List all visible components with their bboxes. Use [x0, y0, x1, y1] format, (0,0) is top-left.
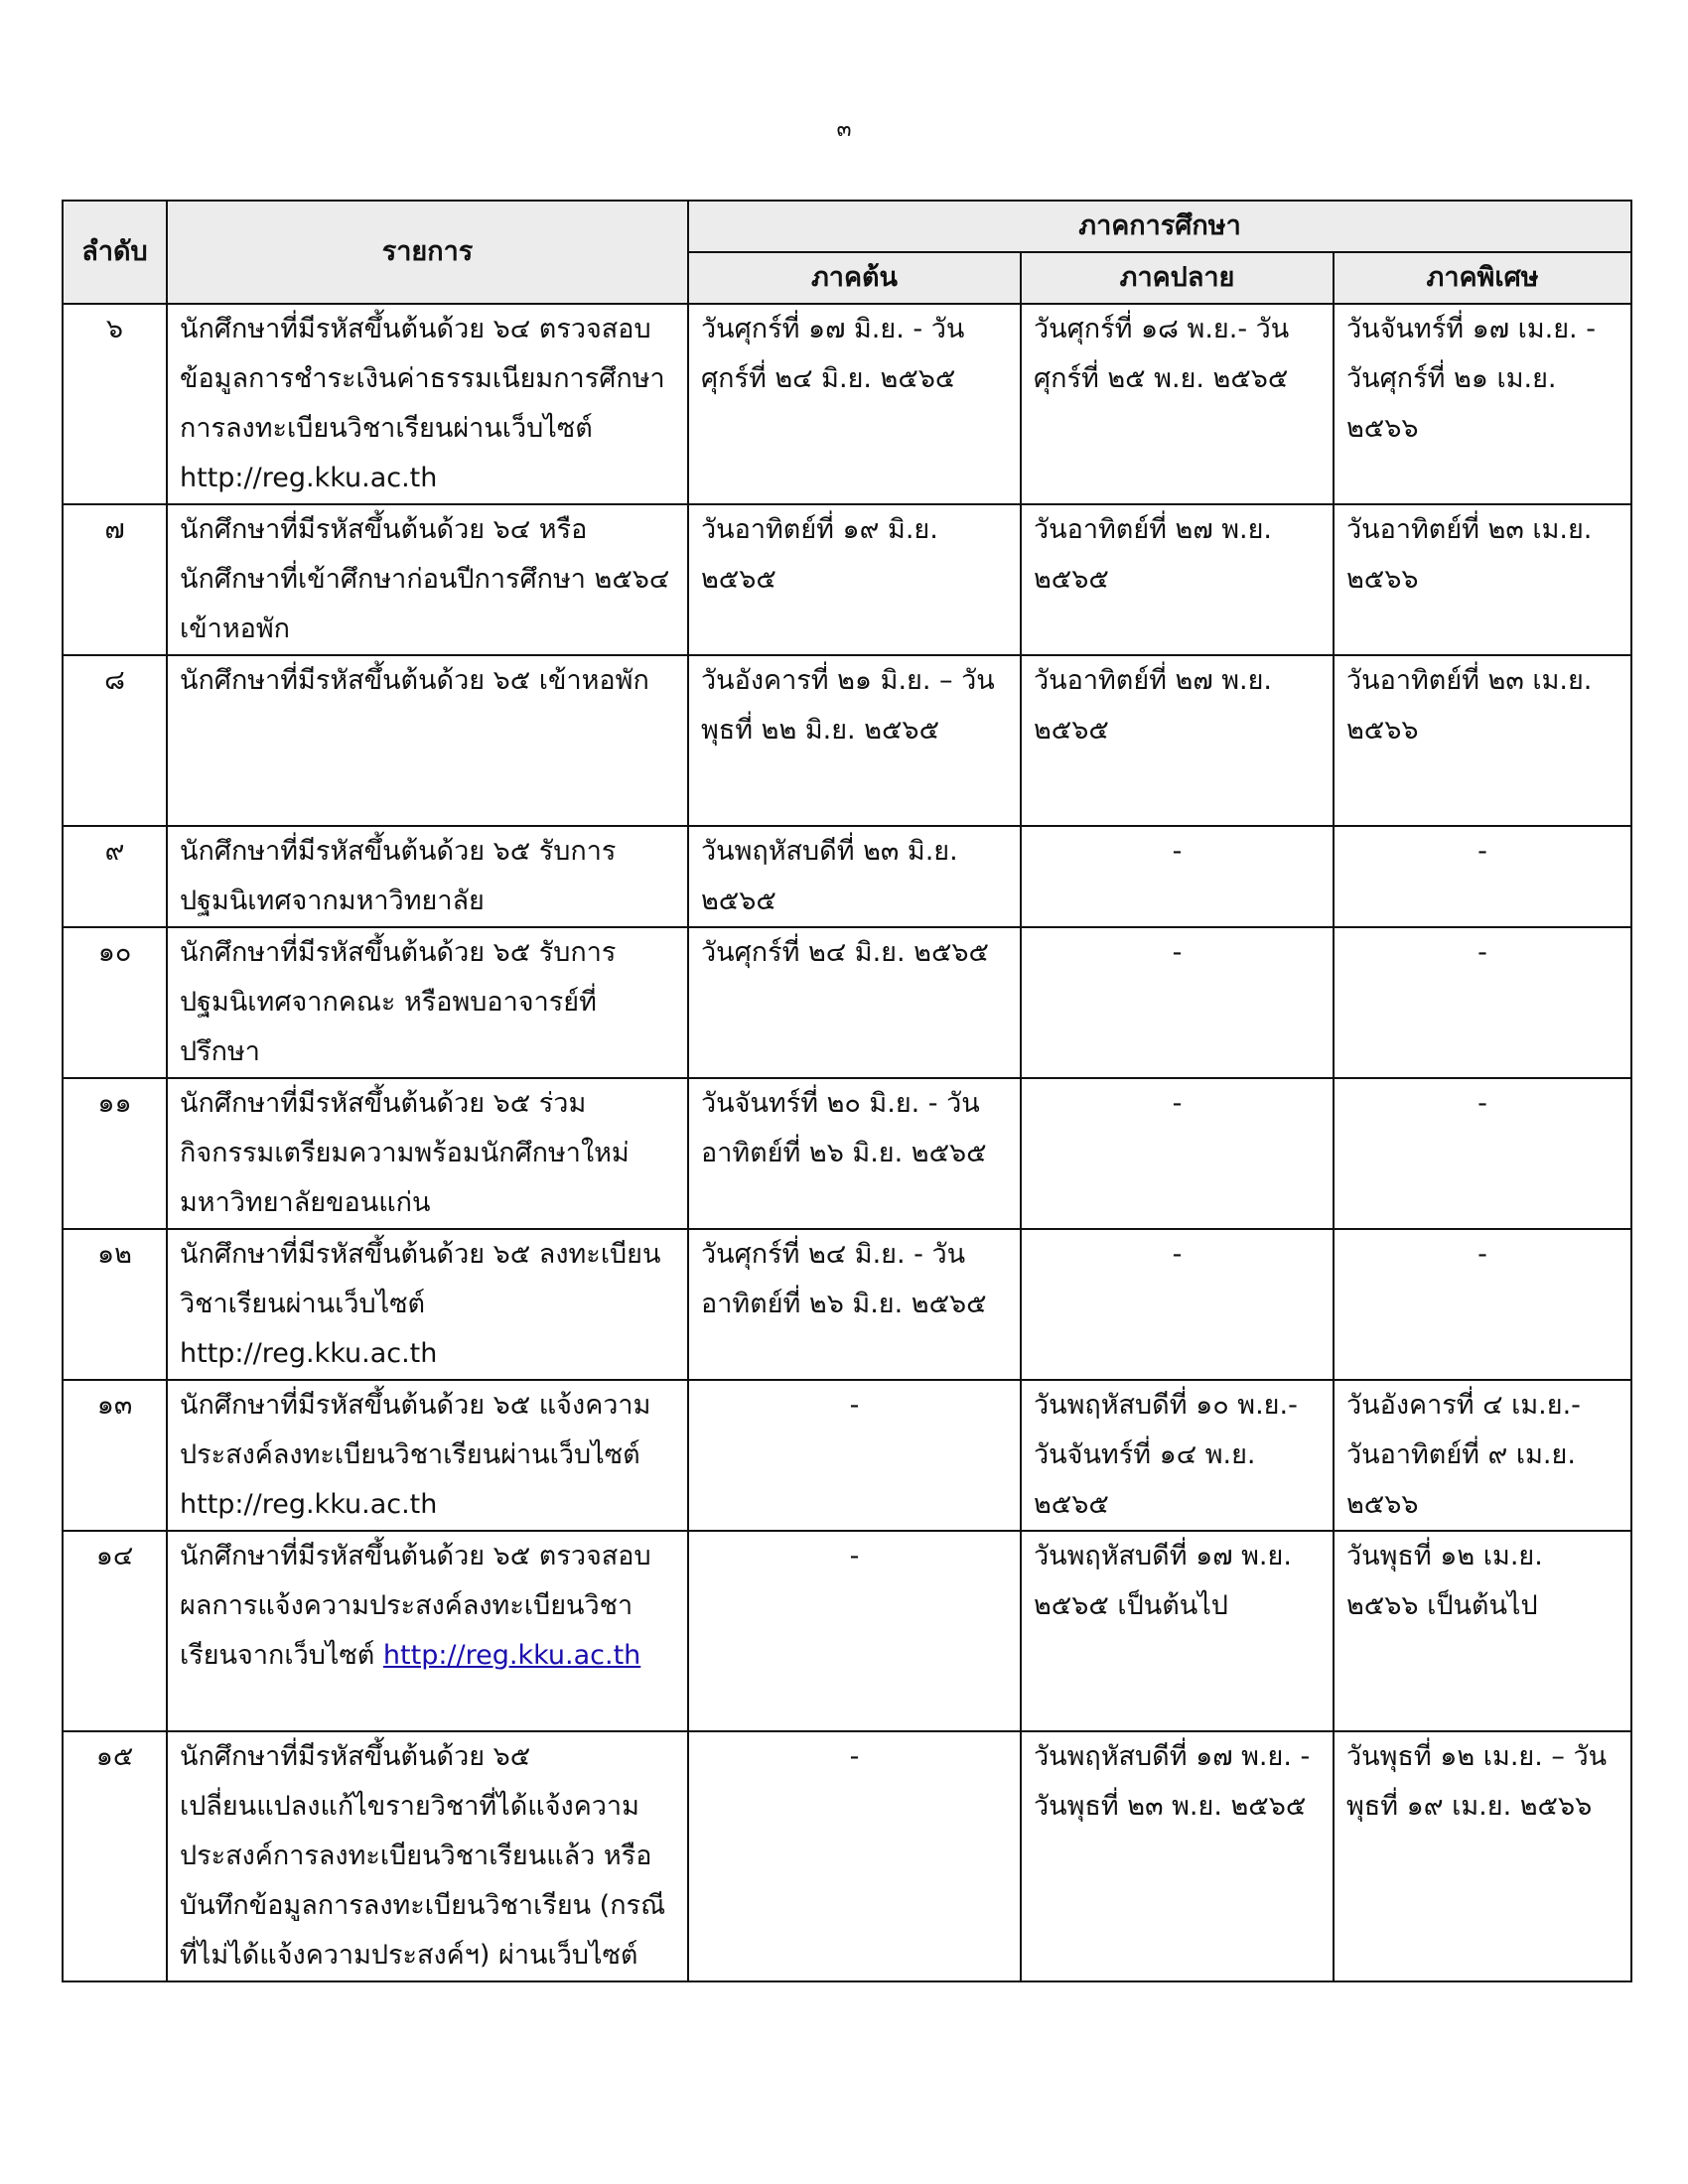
row-no: ๑๑ [63, 1078, 167, 1229]
row-second: วันอาทิตย์ที่ ๒๗ พ.ย. ๒๕๖๕ [1021, 504, 1334, 655]
header-summer-semester: ภาคพิเศษ [1334, 252, 1631, 304]
row-second: วันพฤหัสบดีที่ ๑๗ พ.ย. ๒๕๖๕ เป็นต้นไป [1021, 1531, 1334, 1731]
row-item: นักศึกษาที่มีรหัสขึ้นต้นด้วย ๖๕ เข้าหอพัก [167, 655, 688, 826]
row-summer: วันพุธที่ ๑๒ เม.ย. – วันพุธที่ ๑๙ เม.ย. ๒๕๖๖ [1334, 1731, 1631, 1981]
page-number: ๓ [836, 117, 852, 142]
row-no: ๑๐ [63, 927, 167, 1078]
row-first: วันอังคารที่ ๒๑ มิ.ย. – วันพุธที่ ๒๒ มิ.ย. ๒๕๖๕ [688, 655, 1021, 826]
table-row [63, 1380, 1631, 1531]
schedule-table [62, 200, 1632, 1982]
row-second: วันศุกร์ที่ ๑๘ พ.ย.- วันศุกร์ที่ ๒๕ พ.ย. ๒๕๖๕ [1021, 304, 1334, 504]
header-item: รายการ [167, 201, 688, 304]
row-first: วันพฤหัสบดีที่ ๒๓ มิ.ย. ๒๕๖๕ [688, 826, 1021, 927]
row-item: นักศึกษาที่มีรหัสขึ้นต้นด้วย ๖๕ รับการปฐมนิเทศจากคณะ หรือพบอาจารย์ที่ปรึกษา [167, 927, 688, 1078]
row-second: วันพฤหัสบดีที่ ๑๐ พ.ย.- วันจันทร์ที่ ๑๔ พ.ย. ๒๕๖๕ [1021, 1380, 1334, 1531]
header-first-semester: ภาคต้น [688, 252, 1021, 304]
row-second: - [1021, 1078, 1334, 1229]
row-summer: วันจันทร์ที่ ๑๗ เม.ย. - วันศุกร์ที่ ๒๑ เม.ย. ๒๕๖๖ [1334, 304, 1631, 504]
row-first: วันศุกร์ที่ ๑๗ มิ.ย. - วันศุกร์ที่ ๒๔ มิ.ย. ๒๕๖๕ [688, 304, 1021, 504]
row-second: วันอาทิตย์ที่ ๒๗ พ.ย. ๒๕๖๕ [1021, 655, 1334, 826]
row-second: - [1021, 1229, 1334, 1380]
row-item: นักศึกษาที่มีรหัสขึ้นต้นด้วย ๖๔ ตรวจสอบข้อมูลการชำระเงินค่าธรรมเนียมการศึกษา การลงทะเบียนวิชาเรียนผ่านเว็บไซต์ http://reg.kku.ac.th [167, 304, 688, 504]
row-summer: - [1334, 1078, 1631, 1229]
row-summer: - [1334, 1229, 1631, 1380]
header-second-semester: ภาคปลาย [1021, 252, 1334, 304]
row-item: นักศึกษาที่มีรหัสขึ้นต้นด้วย ๖๕ แจ้งความประสงค์ลงทะเบียนวิชาเรียนผ่านเว็บไซต์ http://reg.kku.ac.th [167, 1380, 688, 1531]
row-second: วันพฤหัสบดีที่ ๑๗ พ.ย. - วันพุธที่ ๒๓ พ.ย. ๒๕๖๕ [1021, 1731, 1334, 1981]
row-first: - [688, 1531, 1021, 1731]
table-row [63, 1531, 1631, 1731]
table-row [63, 826, 1631, 927]
row-no: ๑๓ [63, 1380, 167, 1531]
row-no: ๑๔ [63, 1531, 167, 1731]
row-item-text: นักศึกษาที่มีรหัสขึ้นต้นด้วย ๖๕ ตรวจสอบผลการแจ้งความประสงค์ลงทะเบียนวิชาเรียนจากเว็บไซต์ [180, 1541, 651, 1671]
row-first: วันศุกร์ที่ ๒๔ มิ.ย. ๒๕๖๕ [688, 927, 1021, 1078]
reg-website-link[interactable]: http://reg.kku.ac.th [382, 1640, 641, 1671]
row-item: นักศึกษาที่มีรหัสขึ้นต้นด้วย ๖๕ ลงทะเบียนวิชาเรียนผ่านเว็บไซต์ http://reg.kku.ac.th [167, 1229, 688, 1380]
table-row [63, 304, 1631, 504]
row-item [167, 1531, 688, 1731]
table-row [63, 1229, 1631, 1380]
row-summer: วันพุธที่ ๑๒ เม.ย. ๒๕๖๖ เป็นต้นไป [1334, 1531, 1631, 1731]
row-summer: วันอาทิตย์ที่ ๒๓ เม.ย. ๒๕๖๖ [1334, 655, 1631, 826]
row-first: วันจันทร์ที่ ๒๐ มิ.ย. - วันอาทิตย์ที่ ๒๖ มิ.ย. ๒๕๖๕ [688, 1078, 1021, 1229]
row-item: นักศึกษาที่มีรหัสขึ้นต้นด้วย ๖๕ ร่วมกิจกรรมเตรียมความพร้อมนักศึกษาใหม่ มหาวิทยาลัยขอนแก่น [167, 1078, 688, 1229]
row-item: นักศึกษาที่มีรหัสขึ้นต้นด้วย ๖๕ เปลี่ยนแปลงแก้ไขรายวิชาที่ได้แจ้งความประสงค์การลงทะเบียนวิชาเรียนแล้ว หรือบันทึกข้อมูลการลงทะเบียนวิชาเรียน (กรณีที่ไม่ได้แจ้งความประสงค์ฯ) ผ่านเว็บไซต์ [167, 1731, 688, 1981]
row-no: ๑๒ [63, 1229, 167, 1380]
table-row [63, 927, 1631, 1078]
row-second: - [1021, 826, 1334, 927]
table-row [63, 1078, 1631, 1229]
row-no: ๙ [63, 826, 167, 927]
row-item: นักศึกษาที่มีรหัสขึ้นต้นด้วย ๖๕ รับการปฐมนิเทศจากมหาวิทยาลัย [167, 826, 688, 927]
row-no: ๗ [63, 504, 167, 655]
header-semester-group: ภาคการศึกษา [688, 201, 1631, 252]
row-first: วันศุกร์ที่ ๒๔ มิ.ย. - วันอาทิตย์ที่ ๒๖ มิ.ย. ๒๕๖๕ [688, 1229, 1021, 1380]
row-summer: - [1334, 927, 1631, 1078]
header-no: ลำดับ [63, 201, 167, 304]
row-first: วันอาทิตย์ที่ ๑๙ มิ.ย. ๒๕๖๕ [688, 504, 1021, 655]
table-row [63, 1731, 1631, 1981]
row-no: ๘ [63, 655, 167, 826]
row-first: - [688, 1380, 1021, 1531]
row-summer: - [1334, 826, 1631, 927]
table-row [63, 504, 1631, 655]
row-summer: วันอังคารที่ ๔ เม.ย.- วันอาทิตย์ที่ ๙ เม.ย. ๒๕๖๖ [1334, 1380, 1631, 1531]
row-no: ๑๕ [63, 1731, 167, 1981]
row-second: - [1021, 927, 1334, 1078]
row-first: - [688, 1731, 1021, 1981]
row-summer: วันอาทิตย์ที่ ๒๓ เม.ย. ๒๕๖๖ [1334, 504, 1631, 655]
row-item: นักศึกษาที่มีรหัสขึ้นต้นด้วย ๖๔ หรือนักศึกษาที่เข้าศึกษาก่อนปีการศึกษา ๒๕๖๔ เข้าหอพัก [167, 504, 688, 655]
row-no: ๖ [63, 304, 167, 504]
table-row [63, 655, 1631, 826]
